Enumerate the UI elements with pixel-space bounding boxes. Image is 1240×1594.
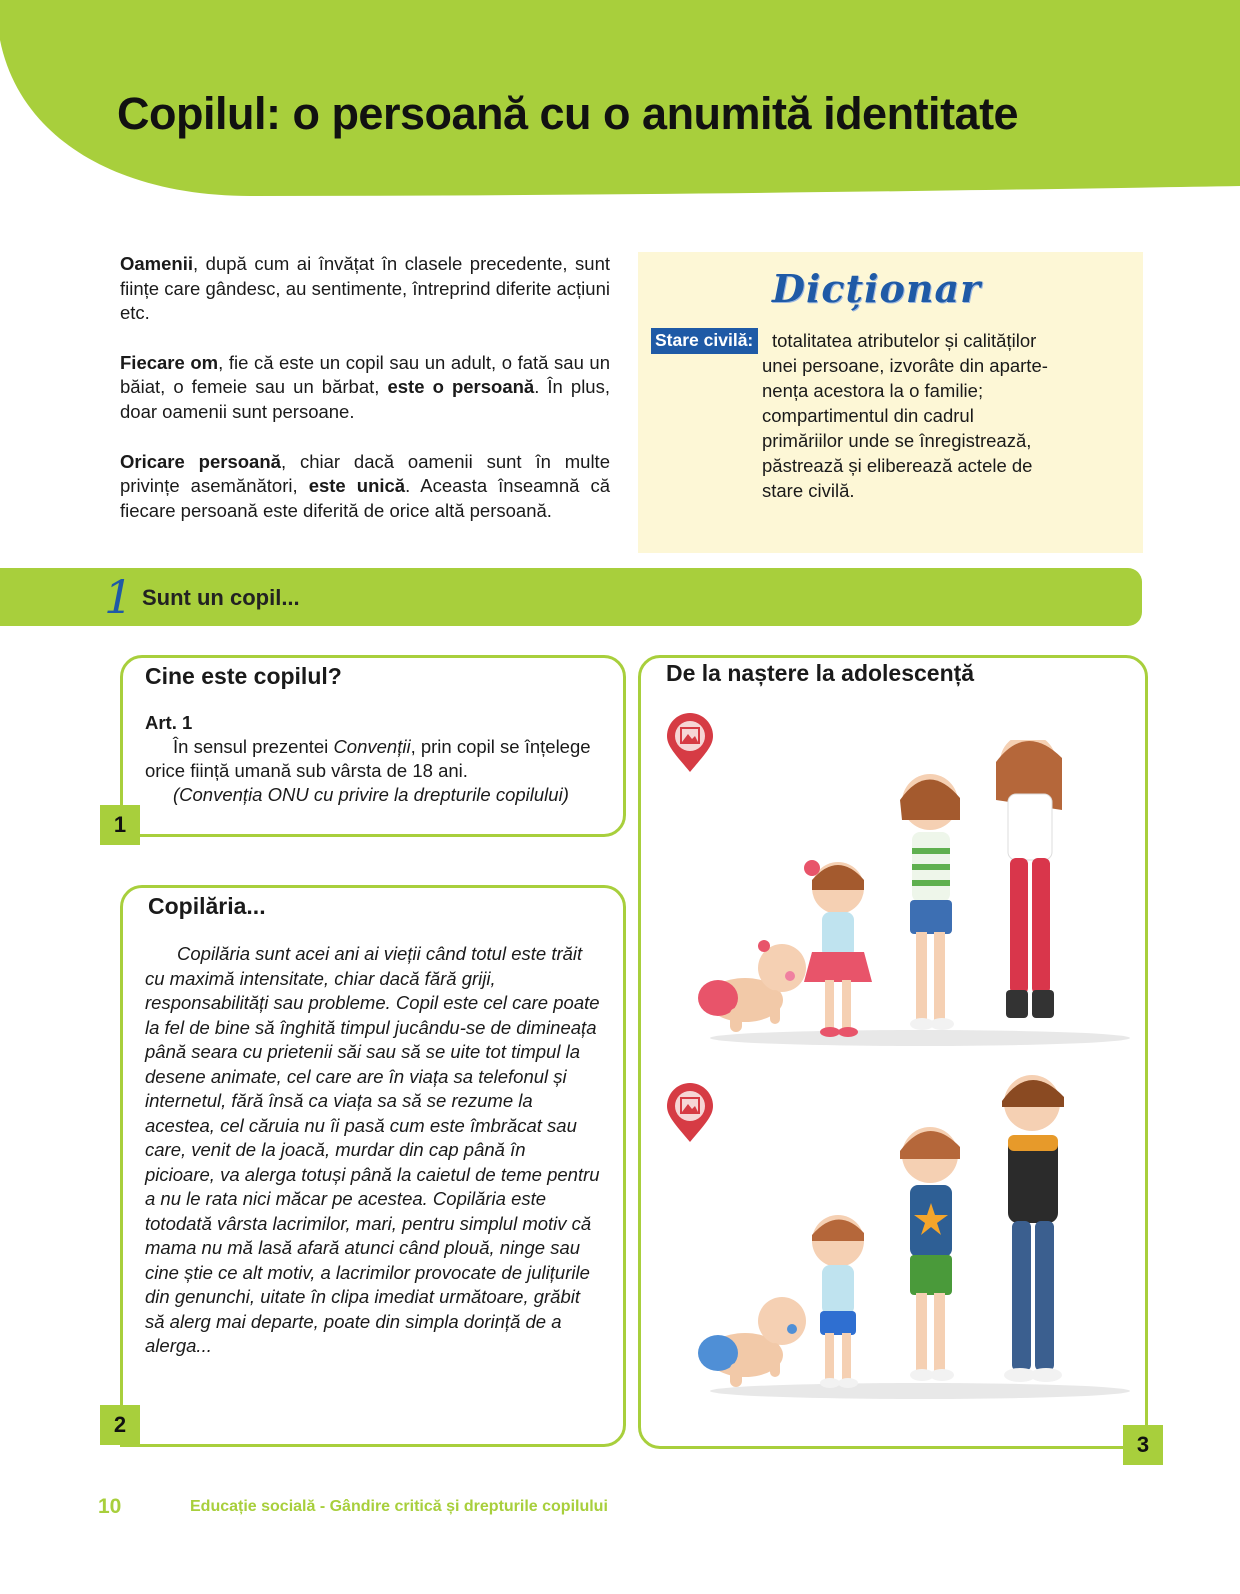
- article-source: (Convenția ONU cu privire la drepturile copilului): [173, 784, 569, 805]
- teen-boy-figure: [1002, 1075, 1064, 1382]
- intro-paragraph-1: Oamenii, după cum ai învățat în clasele precedente, sunt ființe care gândesc, au sentimente, întreprind diferite acțiuni etc.: [120, 253, 610, 324]
- definition-line: unei persoane, izvorâte din aparte-: [762, 355, 1048, 376]
- page-number: 10: [98, 1495, 122, 1518]
- box3-badge: 3: [1123, 1425, 1163, 1465]
- dictionary-box: [638, 252, 1143, 553]
- girls-growth-illustration: [690, 740, 1130, 1050]
- intro-paragraph-2: Fiecare om, fie că este un copil sau un adult, o fată sau un băiat, o femeie sau un bărbat, este o persoană. În plus, doar oamenii sunt persoane.: [120, 351, 611, 422]
- box1-title: Cine este copilul?: [145, 663, 342, 689]
- baby-boy-figure: [698, 1297, 806, 1387]
- article-label: Art. 1: [145, 712, 193, 733]
- definition-line: primăriilor unde se înregistrează,: [762, 430, 1032, 451]
- box3-title: De la naștere la adolescență: [666, 660, 975, 686]
- book-title-footer: Educație socială - Gândire critică și drepturile copilului: [190, 1498, 608, 1515]
- baby-girl-figure: [698, 940, 806, 1032]
- section-number: 1: [104, 570, 134, 624]
- boys-growth-illustration: [690, 1075, 1130, 1405]
- intro-paragraph-3: Oricare persoană, chiar dacă oamenii sunt în multe privințe asemănători, este unică. Aceasta înseamnă că fiecare persoană este diferită de orice altă persoană.: [120, 450, 610, 521]
- page-title: Copilul: o persoană cu o anumită identitate: [117, 88, 1019, 139]
- section-label: Sunt un copil...: [142, 585, 300, 610]
- definition-line: compartimentul din cadrul: [762, 405, 974, 426]
- box2-title: Copilăria...: [148, 893, 266, 919]
- child-boy-figure: [900, 1127, 960, 1381]
- copilaria-text: Copilăria sunt acei ani ai vieții când totul este trăit cu maximă intensitate, chiar dacă fără griji, responsabilități sau probleme. Copil este cel care poate la fel de bine să înghită timpul jucându-se de dimineața până seara cu prietenii săi sau să se uite tot timpul la desene animate, cel care are în viața sa telefonul și internetul, fără însă ca viața sa să se rezume la acestea, cel căruia nu îi pasă cum este îmbrăcat sau care, venit de la joacă, murdar din cap până în picioare, va alerga totuși până la caietul de teme pentru a nu le rata nici măcar pe acestea. Copilăria este totodată vârsta lacrimilor, mari, pentru simplul motiv că mama nu mă lasă afară atunci când plouă, ninge sau cine știe ce alt motiv, a lacrimilor provocate de julițurile din genunchi, uitate în clipa imediat următoare, grăbit să alerg mai departe, poate din simpla dorință de a alerga...: [145, 943, 600, 1356]
- toddler-girl-figure: [804, 860, 872, 1037]
- dictionary-title: Dicționar: [772, 266, 982, 311]
- definition-line: nența acestora la o familie;: [762, 380, 984, 401]
- box1-badge: 1: [100, 805, 140, 845]
- article-text: [145, 711, 615, 807]
- teen-girl-figure: [996, 740, 1062, 1018]
- intro-text: [120, 252, 610, 548]
- dictionary-term: Stare civilă:: [651, 328, 758, 354]
- toddler-boy-figure: [812, 1215, 864, 1388]
- box2-badge: 2: [100, 1405, 140, 1445]
- child-girl-figure: [900, 774, 960, 1030]
- definition-line: totalitatea atributelor și calităților: [772, 330, 1037, 351]
- dictionary-definition: [762, 328, 1132, 503]
- definition-line: stare civilă.: [762, 480, 855, 501]
- article-body: În sensul prezentei Convenții, prin copil se înțelege orice ființă umană sub vârsta de 18 ani.: [145, 736, 591, 781]
- definition-line: păstrează și eliberează actele de: [762, 455, 1033, 476]
